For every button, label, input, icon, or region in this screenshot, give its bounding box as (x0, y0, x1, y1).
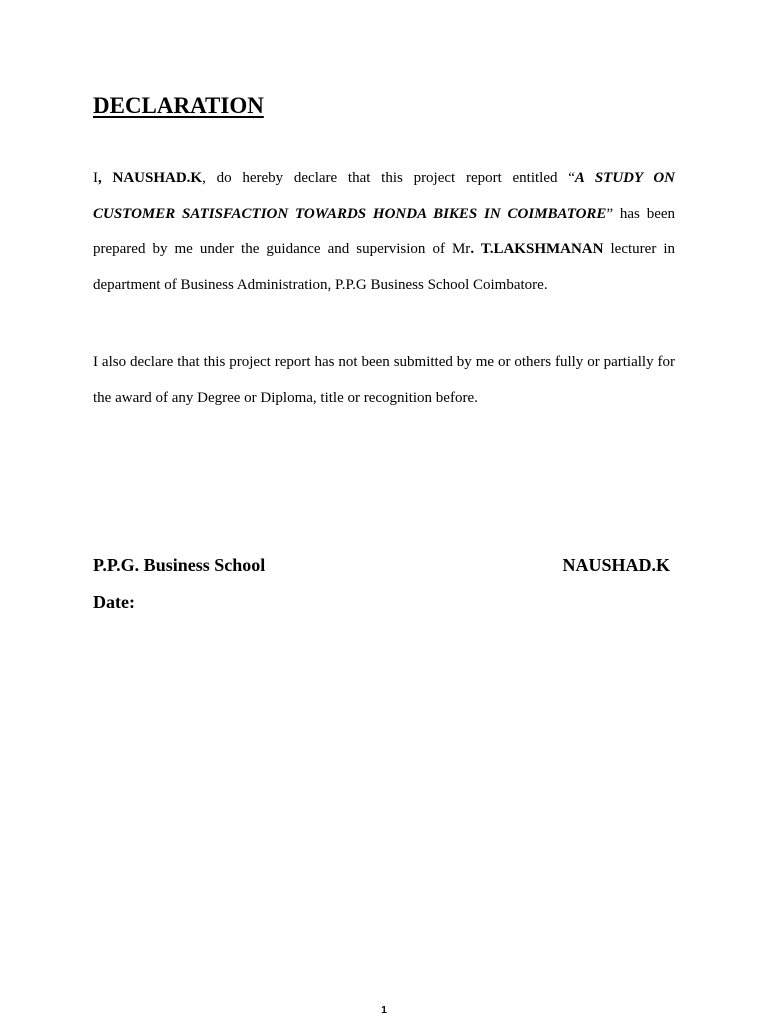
declarant-name: NAUSHAD.K (112, 170, 203, 186)
guide-name: T.LAKSHMANAN (480, 241, 604, 257)
institution-name: P.P.G. Business School (93, 555, 266, 575)
declaration-paragraph-1 (93, 161, 675, 303)
dot: . (470, 241, 481, 257)
paragraph-text: lecturer in department of Business Administration, P.P.G Business School Coimbatore. (93, 241, 676, 293)
date-label: Date: (93, 592, 135, 612)
project-title: A STUDY ON CUSTOMER SATISFACTION TOWARDS HONDA BIKES IN COIMBATORE (93, 170, 676, 222)
paragraph-text: ” has been prepared by me under the guidance and supervision of Mr (93, 205, 676, 257)
paragraph-text: , do hereby declare that this project report entitled “ (202, 170, 575, 186)
page-number: 1 (381, 1005, 387, 1016)
comma: , (98, 170, 102, 186)
signatory-name: NAUSHAD.K (562, 555, 670, 575)
space (102, 170, 113, 186)
page-title: DECLARATION (93, 93, 264, 118)
declaration-paragraph-2: I also declare that this project report has not been submitted by me or others fully or partially for the award of any Degree or Diploma, title or recognition before. (93, 354, 675, 406)
pronoun-i: I (93, 170, 98, 186)
